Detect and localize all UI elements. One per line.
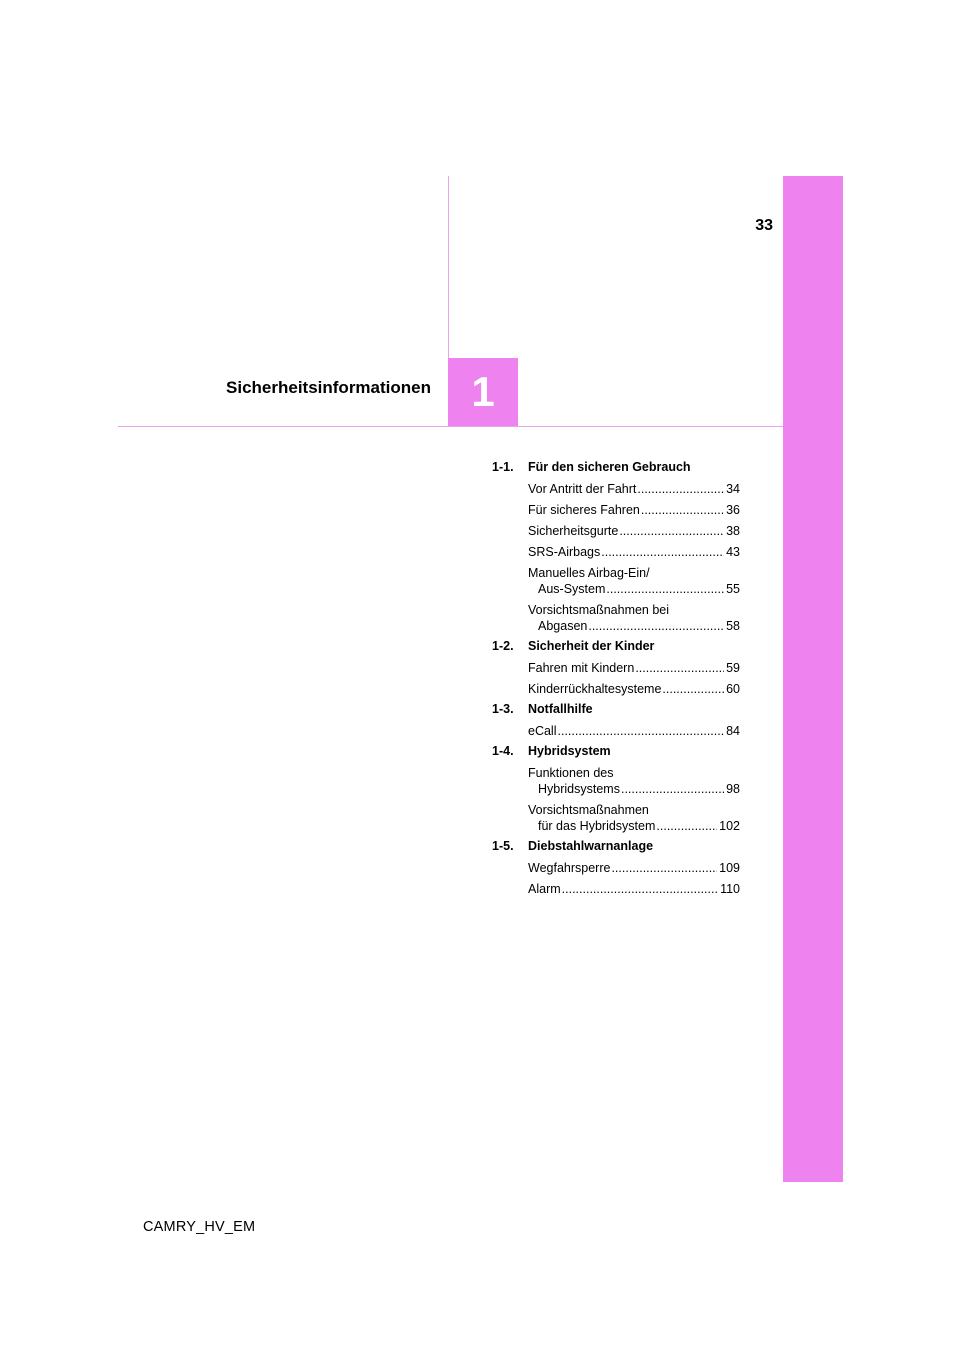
chapter-number: 1 — [471, 368, 495, 415]
dot-leader — [641, 502, 724, 518]
toc-section-1-3[interactable] — [492, 702, 740, 718]
entry-page: 109 — [719, 861, 740, 875]
entry-page: 43 — [726, 545, 740, 559]
entry-title-line1: Manuelles Airbag-Ein/ — [528, 566, 650, 580]
entry-title: Fahren mit Kindern — [528, 661, 635, 675]
section-title: Notfallhilfe — [528, 702, 593, 716]
toc-section-1-1[interactable] — [492, 460, 740, 476]
toc-entry[interactable] — [528, 565, 740, 597]
entry-page: 58 — [726, 619, 740, 633]
dot-leader — [621, 781, 724, 797]
entry-page: 102 — [719, 819, 740, 833]
toc-entry[interactable] — [528, 544, 740, 560]
toc-entry[interactable] — [528, 765, 740, 797]
entry-title: Hybridsystems — [538, 782, 620, 796]
entry-title: Vor Antritt der Fahrt — [528, 482, 637, 496]
section-number: 1-4. — [492, 744, 514, 758]
chapter-side-tab — [783, 176, 843, 1182]
entry-page: 59 — [726, 661, 740, 675]
entry-page: 110 — [720, 882, 740, 896]
entry-title: Aus-System — [538, 582, 606, 596]
entry-title: Alarm — [528, 882, 561, 896]
dot-leader — [601, 544, 724, 560]
toc-entry[interactable] — [528, 502, 740, 518]
chapter-title: Sicherheitsinformationen — [226, 378, 431, 397]
toc-entry[interactable] — [528, 660, 740, 676]
footer-manual-code: CAMRY_HV_EM — [143, 1219, 256, 1235]
section-title: Hybridsystem — [528, 744, 611, 758]
vertical-divider — [448, 176, 449, 358]
dot-leader — [562, 881, 718, 897]
entry-title: Kinderrückhaltesysteme — [528, 682, 662, 696]
entry-title-line1: Funktionen des — [528, 766, 614, 780]
toc-entry[interactable] — [528, 602, 740, 634]
entry-title: für das Hybridsystem — [538, 819, 656, 833]
dot-leader — [611, 860, 717, 876]
entry-page: 34 — [726, 482, 740, 496]
toc-entry[interactable] — [528, 881, 740, 897]
toc-section-1-4[interactable] — [492, 744, 740, 760]
entry-title: SRS-Airbags — [528, 545, 601, 559]
chapter-number-box — [448, 358, 518, 426]
section-title: Sicherheit der Kinder — [528, 639, 655, 653]
entry-page: 36 — [726, 503, 740, 517]
entry-title: Für sicheres Fahren — [528, 503, 640, 517]
entry-title: Wegfahrsperre — [528, 861, 611, 875]
toc-section-1-2[interactable] — [492, 639, 740, 655]
dot-leader — [662, 681, 724, 697]
entry-page: 60 — [726, 682, 740, 696]
dot-leader — [619, 523, 724, 539]
section-number: 1-2. — [492, 639, 514, 653]
table-of-contents — [492, 460, 740, 902]
entry-title-line1: Vorsichtsmaßnahmen bei — [528, 603, 670, 617]
entry-page: 55 — [726, 582, 740, 596]
dot-leader — [637, 481, 724, 497]
entry-title: Abgasen — [538, 619, 588, 633]
dot-leader — [558, 723, 725, 739]
entry-title: eCall — [528, 724, 557, 738]
section-number: 1-5. — [492, 839, 514, 853]
section-title: Für den sicheren Gebrauch — [528, 460, 691, 474]
entry-title: Sicherheitsgurte — [528, 524, 619, 538]
toc-entry[interactable] — [528, 723, 740, 739]
horizontal-divider — [118, 426, 783, 427]
toc-entry[interactable] — [528, 523, 740, 539]
section-number: 1-3. — [492, 702, 514, 716]
toc-entry[interactable] — [528, 860, 740, 876]
section-title: Diebstahlwarnanlage — [528, 839, 654, 853]
entry-title-line1: Vorsichtsmaßnahmen — [528, 803, 649, 817]
section-number: 1-1. — [492, 460, 514, 474]
dot-leader — [588, 618, 724, 634]
entry-page: 38 — [726, 524, 740, 538]
toc-entry[interactable] — [528, 481, 740, 497]
dot-leader — [635, 660, 724, 676]
entry-page: 98 — [726, 782, 740, 796]
toc-entry[interactable] — [528, 681, 740, 697]
dot-leader — [656, 818, 717, 834]
page-number: 33 — [755, 217, 773, 234]
dot-leader — [606, 581, 724, 597]
toc-section-1-5[interactable] — [492, 839, 740, 855]
toc-entry[interactable] — [528, 802, 740, 834]
entry-page: 84 — [726, 724, 740, 738]
